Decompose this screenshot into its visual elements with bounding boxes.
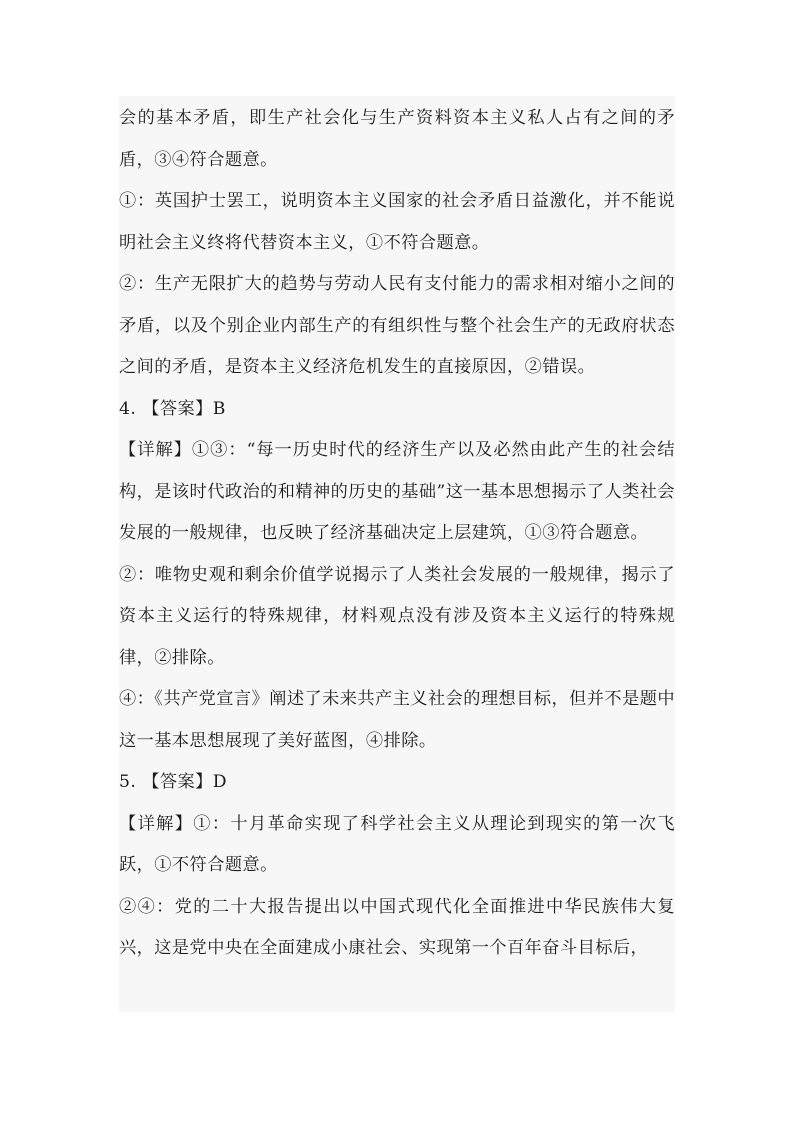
paragraph-option-2: ②：生产无限扩大的趋势与劳动人民有支付能力的需求相对缩小之间的矛盾，以及个别企业内部生产的有组织性与整个社会生产的无政府状态之间的矛盾，是资本主义经济危机发生的直接原因，②错误。 <box>119 274 675 377</box>
paragraph-explanation-5: 【详解】①：十月革命实现了科学社会主义从理论到现实的第一次飞跃，①不符合题意。 <box>119 813 675 875</box>
paragraph-option-1: ①：英国护士罢工，说明资本主义国家的社会矛盾日益激化，并不能说明社会主义终将代替资本主义，①不符合题意。 <box>119 191 675 253</box>
paragraph-option-2-q4: ②：唯物史观和剩余价值学说揭示了人类社会发展的一般规律，揭示了资本主义运行的特殊规律，材料观点没有涉及资本主义运行的特殊规律，②排除。 <box>119 564 675 668</box>
answer-heading-5: 5. 【答案】D <box>119 772 227 792</box>
paragraph-option-24-q5: ②④：党的二十大报告提出以中国式现代化全面推进中华民族伟大复兴，这是党中央在全面建成小康社会、实现第一个百年奋斗目标后， <box>119 896 675 958</box>
paragraph-explanation-4: 【详解】①③：“每一历史时代的经济生产以及必然由此产生的社会结构，是该时代政治的和精神的历史的基础”这一基本思想揭示了人类社会发展的一般规律，也反映了经济基础决定上层建筑，①③符合题意。 <box>119 440 676 543</box>
answer-heading-4: 4. 【答案】B <box>119 398 226 419</box>
paragraph-continuation: 会的基本矛盾，即生产社会化与生产资料资本主义私人占有之间的矛盾，③④符合题意。 <box>119 108 675 170</box>
paragraph-option-4-q4: ④：《共产党宣言》阐述了未来共产主义社会的理想目标，但并不是题中这一基本思想展现了美好蓝图，④排除。 <box>119 689 675 751</box>
document-body <box>119 98 675 970</box>
